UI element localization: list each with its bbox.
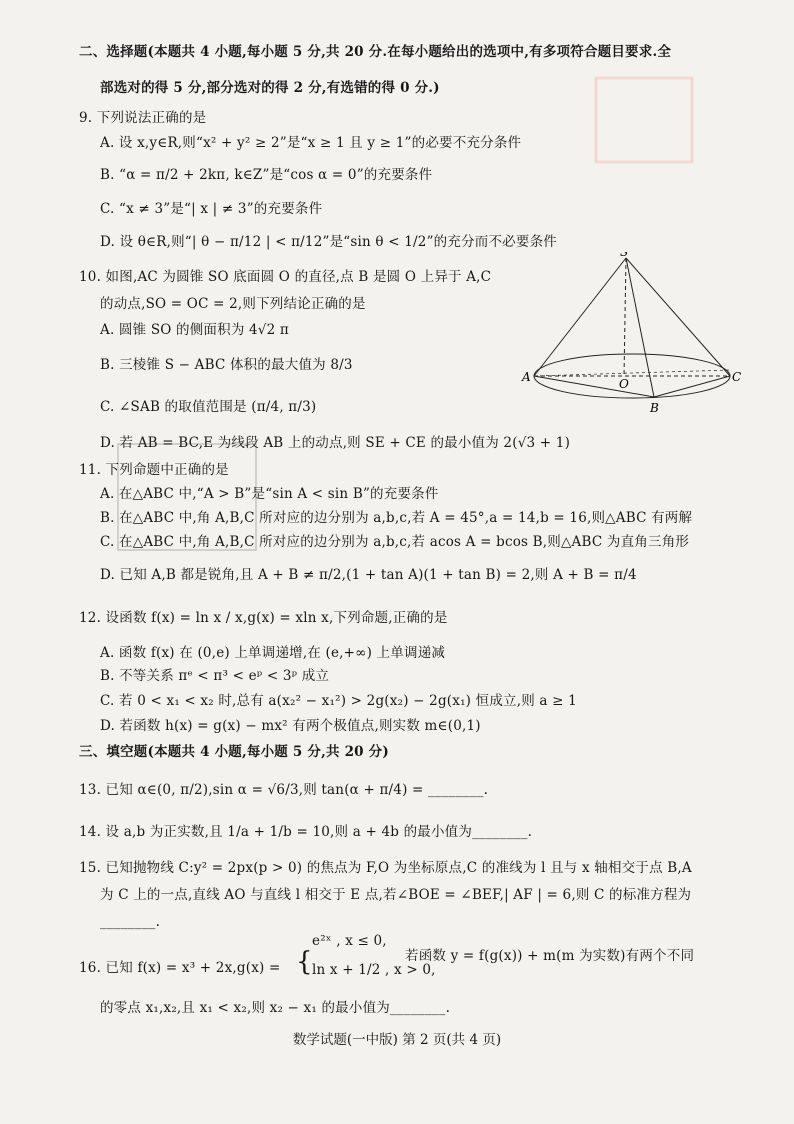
q12-option-c: C. 若 0 < x₁ < x₂ 时,总有 a(x₂² − x₁²) > 2g(x₂) − 2g(x₁) 恒成立,则 a ≥ 1 (100, 693, 577, 709)
edge-sc (626, 258, 730, 376)
q10-option-c: C. ∠SAB 的取值范围是 (π/4, π/3) (100, 399, 317, 415)
q10-stem-line-2: 的动点,SO = OC = 2,则下列结论正确的是 (100, 296, 366, 312)
page-footer: 数学试题(一中版) 第 2 页(共 4 页) (292, 1032, 502, 1048)
label-b: B (650, 401, 659, 415)
q9-option-c: C. “x ≠ 3”是“| x | ≠ 3”的充要条件 (100, 201, 323, 217)
q10-option-d: D. 若 AB = BC,E 为线段 AB 上的动点,则 SE + CE 的最小值为 2(√3 + 1) (100, 435, 571, 451)
q11-option-c: C. 在△ABC 中,角 A,B,C 所对应的边分别为 a,b,c,若 acos A = bcos B,则△ABC 为直角三角形 (100, 534, 690, 550)
label-o: O (619, 377, 629, 391)
q12-stem: 12. 设函数 f(x) = ln x / x,g(x) = xln x,下列命题,正确的是 (79, 610, 448, 626)
section-3-header: 三、填空题(本题共 4 小题,每小题 5 分,共 20 分) (79, 744, 389, 760)
q9-option-a: A. 设 x,y∈R,则“x² + y² ≥ 2”是“x ≥ 1 且 y ≥ 1”的必要不充分条件 (100, 135, 522, 151)
label-s: S (620, 252, 629, 259)
stamp-smudge (590, 70, 700, 170)
q16-line-2: 的零点 x₁,x₂,且 x₁ < x₂,则 x₂ − x₁ 的最小值为________. (100, 1000, 451, 1016)
q16-brace: { (296, 947, 313, 977)
label-a: A (522, 370, 531, 384)
section-2-header-line-1: 二、选择题(本题共 4 小题,每小题 5 分,共 20 分.在每小题给出的选项中,有多项符合题目要求.全 (79, 44, 672, 60)
q12-option-b: B. 不等关系 πᵉ < π³ < eᵖ < 3ᵖ 成立 (100, 668, 330, 684)
q10-option-b: B. 三棱锥 S − ABC 体积的最大值为 8/3 (100, 357, 353, 373)
height-so (624, 258, 626, 376)
label-c: C (732, 370, 742, 384)
q11-option-a: A. 在△ABC 中,“A > B”是“sin A < sin B”的充要条件 (100, 486, 439, 502)
q11-stem: 11. 下列命题中正确的是 (79, 462, 229, 478)
q15-line-2: 为 C 上的一点,直线 AO 与直线 l 相交于 E 点,若∠BOE = ∠BEF,| AF | = 6,则 C 的标准方程为 (100, 887, 692, 903)
q16-case-2: ln x + 1/2 , x > 0, (312, 962, 436, 978)
q10-stem-line-1: 10. 如图,AC 为圆锥 SO 底面圆 O 的直径,点 B 是圆 O 上异于 A,C (79, 269, 492, 285)
q15-line-3: ________. (100, 914, 161, 930)
edge-ab (534, 376, 654, 397)
q16-lead: 16. 已知 f(x) = x³ + 2x,g(x) = (79, 960, 281, 976)
section-2-header-line-2: 部选对的得 5 分,部分选对的得 2 分,有选错的得 0 分.) (100, 80, 440, 96)
q9-stem: 9. 下列说法正确的是 (79, 110, 207, 126)
q10-option-a: A. 圆锥 SO 的侧面积为 4√2 π (100, 322, 289, 338)
q9-option-b: B. “α = π/2 + 2kπ, k∈Z”是“cos α = 0”的充要条件 (100, 167, 433, 183)
q11-option-d: D. 已知 A,B 都是锐角,且 A + B ≠ π/2,(1 + tan A)(1 + tan B) = 2,则 A + B = π/4 (100, 567, 637, 583)
q14: 14. 设 a,b 为正实数,且 1/a + 1/b = 10,则 a + 4b 的最小值为________. (79, 824, 533, 840)
q16-tail: 若函数 y = f(g(x)) + m(m 为实数)有两个不同 (405, 948, 695, 964)
q15-line-1: 15. 已知抛物线 C:y² = 2px(p > 0) 的焦点为 F,O 为坐标原点,C 的准线为 l 且与 x 轴相交于点 B,A (79, 860, 692, 876)
edge-sa (534, 258, 626, 376)
q12-option-d: D. 若函数 h(x) = g(x) − mx² 有两个极值点,则实数 m∈(0,1) (100, 718, 481, 734)
q11-option-b: B. 在△ABC 中,角 A,B,C 所对应的边分别为 a,b,c,若 A = 45°,a = 14,b = 16,则△ABC 有两解 (100, 510, 693, 526)
q12-option-a: A. 函数 f(x) 在 (0,e) 上单调递增,在 (e,+∞) 上单调递减 (100, 645, 446, 661)
q13: 13. 已知 α∈(0, π/2),sin α = √6/3,则 tan(α + π/4) = ________. (79, 782, 489, 798)
q9-option-d: D. 设 θ∈R,则“| θ − π/12 | < π/12”是“sin θ < 1/2”的充分而不必要条件 (100, 234, 557, 250)
cone-figure (518, 252, 744, 424)
q16-case-1: e²ˣ , x ≤ 0, (312, 933, 387, 949)
